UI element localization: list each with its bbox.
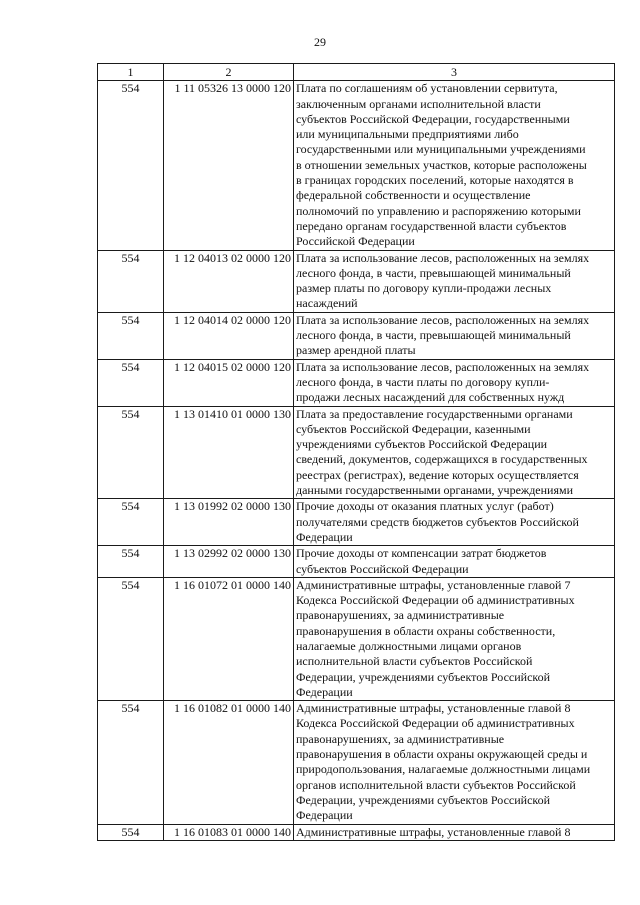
revenue-description-cell bbox=[294, 312, 615, 359]
revenue-code-cell: 1 13 02992 02 0000 130 bbox=[164, 546, 294, 578]
description-line: Федерации bbox=[296, 529, 353, 544]
description-line: Кодекса Российской Федерации об административных bbox=[296, 593, 575, 608]
description-line: субъектов Российской Федерации, государственными bbox=[296, 111, 570, 126]
revenue-description-cell bbox=[294, 81, 615, 250]
description-line: Плата за использование лесов, расположенных на землях bbox=[296, 250, 590, 265]
description-line: размер арендной платы bbox=[296, 343, 416, 358]
description-line: субъектов Российской Федерации bbox=[296, 561, 469, 576]
revenue-code-cell: 1 16 01082 01 0000 140 bbox=[164, 701, 294, 824]
table-row bbox=[98, 577, 615, 700]
administrator-code-cell: 554 bbox=[98, 406, 164, 499]
table-row bbox=[98, 824, 615, 840]
table-header-row bbox=[98, 64, 615, 81]
administrator-code-cell: 554 bbox=[98, 701, 164, 824]
description-line: полномочий по управлению и распоряжению которыми bbox=[296, 203, 581, 218]
table-row bbox=[98, 250, 615, 312]
description-line: Административные штрафы, установленные главой 7 bbox=[296, 577, 571, 592]
description-line: лесного фонда, в части, превышающей минимальный bbox=[296, 265, 571, 280]
description-line: передано органам государственной власти субъектов bbox=[296, 218, 567, 233]
description-line: Плата за предоставление государственными органами bbox=[296, 406, 573, 421]
description-line: Российской Федерации bbox=[296, 234, 415, 249]
description-line: Плата по соглашениям об установлении сервитута, bbox=[296, 81, 558, 96]
description-line: субъектов Российской Федерации, казенными bbox=[296, 421, 531, 436]
administrator-code-cell: 554 bbox=[98, 546, 164, 578]
table-row bbox=[98, 312, 615, 359]
table-row bbox=[98, 406, 615, 499]
description-line: в отношении земельных участков, которые расположены bbox=[296, 157, 587, 172]
description-line: природопользования, налагаемые должностными лицами bbox=[296, 762, 591, 777]
description-line: размер платы по договору купли-продажи лесных bbox=[296, 281, 552, 296]
description-line: данными государственными органами, учреждениями bbox=[296, 483, 574, 498]
description-line: Административные штрафы, установленные главой 8 bbox=[296, 824, 571, 839]
description-line: исполнительной власти субъектов Российской bbox=[296, 654, 533, 669]
revenue-code-cell: 1 16 01083 01 0000 140 bbox=[164, 824, 294, 840]
description-line: продажи лесных насаждений для собственных нужд bbox=[296, 390, 565, 405]
description-line: Административные штрафы, установленные главой 8 bbox=[296, 701, 571, 716]
description-line: Прочие доходы от компенсации затрат бюджетов bbox=[296, 546, 547, 561]
description-line: правонарушениях, за административные bbox=[296, 608, 505, 623]
revenue-description-cell bbox=[294, 499, 615, 546]
revenue-description-cell bbox=[294, 406, 615, 499]
revenue-description-cell bbox=[294, 701, 615, 824]
description-line: в границах городских поселений, которые находятся в bbox=[296, 173, 574, 188]
revenue-code-cell: 1 16 01072 01 0000 140 bbox=[164, 577, 294, 700]
administrator-code-cell: 554 bbox=[98, 499, 164, 546]
revenue-description-cell bbox=[294, 824, 615, 840]
page-number: 29 bbox=[314, 35, 326, 49]
revenue-code-cell: 1 13 01992 02 0000 130 bbox=[164, 499, 294, 546]
table-row bbox=[98, 546, 615, 578]
description-line: заключенным органами исполнительной власти bbox=[296, 96, 541, 111]
description-line: правонарушения в области охраны окружающей среды и bbox=[296, 747, 588, 762]
column-header-3: 3 bbox=[294, 64, 615, 81]
description-line: Плата за использование лесов, расположенных на землях bbox=[296, 359, 590, 374]
description-line: Плата за использование лесов, расположенных на землях bbox=[296, 312, 590, 327]
revenue-description-cell bbox=[294, 250, 615, 312]
revenue-codes-table bbox=[97, 63, 615, 841]
description-line: сведений, документов, содержащихся в государственных bbox=[296, 452, 588, 467]
revenue-description-cell bbox=[294, 546, 615, 578]
description-line: Федерации bbox=[296, 684, 353, 699]
description-line: насаждений bbox=[296, 296, 358, 311]
description-line: федеральной собственности и осуществление bbox=[296, 188, 531, 203]
description-line: Федерации bbox=[296, 808, 353, 823]
revenue-code-cell: 1 12 04015 02 0000 120 bbox=[164, 359, 294, 406]
column-header-1: 1 bbox=[98, 64, 164, 81]
description-line: учреждениями субъектов Российской Федерации bbox=[296, 437, 548, 452]
description-line: реестрах (регистрах), ведение которых осуществляется bbox=[296, 467, 579, 482]
description-line: государственными или муниципальными учреждениями bbox=[296, 142, 586, 157]
administrator-code-cell: 554 bbox=[98, 250, 164, 312]
table-body bbox=[98, 81, 615, 841]
revenue-description-cell bbox=[294, 577, 615, 700]
description-line: налагаемые должностными лицами органов bbox=[296, 638, 522, 653]
description-line: правонарушениях, за административные bbox=[296, 731, 505, 746]
revenue-code-cell: 1 12 04014 02 0000 120 bbox=[164, 312, 294, 359]
revenue-codes-table-container bbox=[97, 63, 615, 841]
administrator-code-cell: 554 bbox=[98, 81, 164, 250]
description-line: Федерации, учреждениями субъектов Российской bbox=[296, 669, 551, 684]
description-line: лесного фонда, в части, превышающей минимальный bbox=[296, 328, 571, 343]
revenue-description-cell bbox=[294, 359, 615, 406]
description-line: Прочие доходы от оказания платных услуг (работ) bbox=[296, 499, 554, 514]
administrator-code-cell: 554 bbox=[98, 359, 164, 406]
table-row bbox=[98, 359, 615, 406]
description-line: Федерации, учреждениями субъектов Российской bbox=[296, 792, 551, 807]
table-row bbox=[98, 81, 615, 250]
administrator-code-cell: 554 bbox=[98, 312, 164, 359]
column-header-2: 2 bbox=[164, 64, 294, 81]
administrator-code-cell: 554 bbox=[98, 577, 164, 700]
revenue-code-cell: 1 12 04013 02 0000 120 bbox=[164, 250, 294, 312]
administrator-code-cell: 554 bbox=[98, 824, 164, 840]
table-row bbox=[98, 701, 615, 824]
description-line: получателями средств бюджетов субъектов Российской bbox=[296, 514, 579, 529]
description-line: органов исполнительной власти субъектов Российской bbox=[296, 777, 576, 792]
description-line: правонарушения в области охраны собственности, bbox=[296, 623, 556, 638]
table-row bbox=[98, 499, 615, 546]
description-line: Кодекса Российской Федерации об административных bbox=[296, 716, 575, 731]
revenue-code-cell: 1 11 05326 13 0000 120 bbox=[164, 81, 294, 250]
revenue-code-cell: 1 13 01410 01 0000 130 bbox=[164, 406, 294, 499]
description-line: или муниципальными предприятиями либо bbox=[296, 127, 519, 142]
description-line: лесного фонда, в части платы по договору купли- bbox=[296, 374, 550, 389]
